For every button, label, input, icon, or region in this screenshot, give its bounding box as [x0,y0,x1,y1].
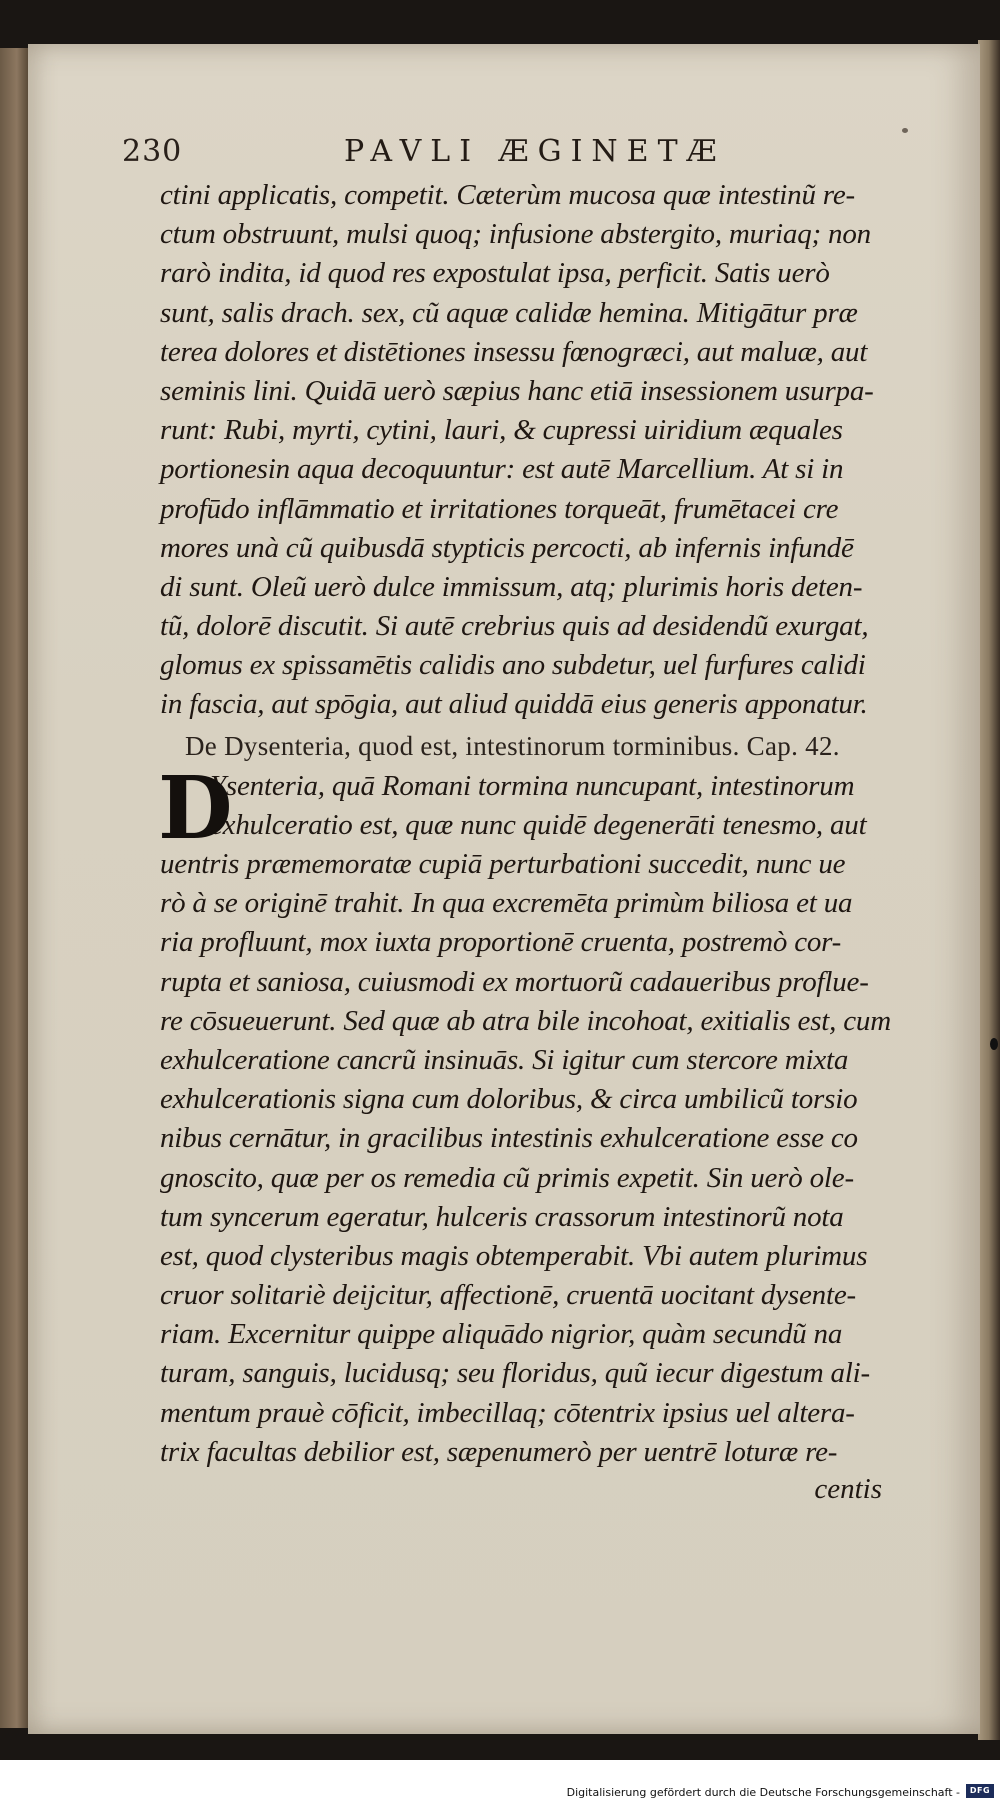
text-line: turam, sanguis, lucidusq; seu floridus, quũ iecur digestum ali- [160,1357,870,1390]
text-line: Ysenteria, quā Romani tormina nuncupant, intestinorum [210,769,855,802]
text-line: cruor solitariè deijcitur, affectionē, cruentā uocitant dysente- [160,1279,856,1312]
funding-credit: Digitalisierung gefördert durch die Deutsche Forschungsgemeinschaft - [566,1786,960,1799]
catchword: centis [814,1473,882,1505]
text-line: ctum obstruunt, mulsi quoq; infusione abstergito, muriaq; non [160,218,871,251]
chapter-opening [158,757,900,859]
page-edge-right [978,40,1000,1740]
text-line: mentum prauè cōficit, imbecillaq; cōtentrix ipsius uel altera- [160,1396,855,1429]
text-line: ria profluunt, mox iuxta proportionē cruenta, postremò cor- [160,926,842,959]
text-line: trix facultas debilior est, sæpenumerò per uentrē loturæ re- [160,1435,838,1468]
digitization-footer [0,1760,1000,1804]
drop-cap-initial: D [158,757,233,859]
text-line: uentris præmemoratæ cupiā perturbationi succedit, nunc ue [160,848,846,880]
text-line: glomus ex spissamētis calidis ano subdetur, uel furfures calidi [160,649,866,682]
text-line: re cōsueuerunt. Sed quæ ab atra bile incohoat, exitialis est, cum [160,1004,891,1037]
text-line: seminis lini. Quidā uerò sæpius hanc etiā insessionem usurpa- [160,374,874,407]
ink-speck [902,128,908,133]
text-line: tum syncerum egeratur, hulceris crassorum intestinorũ nota [160,1200,844,1233]
margin-mark [990,1038,998,1050]
text-line: exhulceratio est, quæ nunc quidē degenerāti tenesmo, aut [210,808,867,841]
text-line: sunt, salis drach. sex, cũ aquæ calidæ hemina. Mitigātur præ [160,296,858,329]
binding-edge-left [0,48,28,1728]
page-header [122,134,822,174]
text-line: est, quod clysteribus magis obtemperabit. Vbi autem plurimus [160,1239,868,1272]
main-text [160,176,900,1506]
text-line: riam. Excernitur quippe aliquādo nigrior, quàm secundũ na [160,1318,843,1351]
text-line: gnoscito, quæ per os remedia cũ primis expetit. Sin uerò ole- [160,1161,854,1194]
chapter-heading: De Dysenteria, quod est, intestinorum torminibus. Cap. 42. [185,730,840,761]
text-line: profūdo inflāmmatio et irritationes torqueāt, frumētacei cre [160,492,839,525]
text-line: mores unà cũ quibusdā stypticis percocti, ab infernis infundē [160,531,854,564]
text-line: terea dolores et distētiones insessu fœnogræci, aut maluæ, aut [160,335,868,368]
dfg-logo-icon: DFG [966,1784,994,1798]
page-number: 230 [122,134,183,169]
text-line: runt: Rubi, myrti, cytini, lauri, & cupressi uiridium æquales [160,414,843,447]
text-line: in fascia, aut spōgia, aut aliud quiddā eius generis apponatur. [160,688,868,721]
text-line: nibus cernātur, in gracilibus intestinis exhulceratione esse co [160,1122,858,1155]
text-line: ctini applicatis, competit. Cæterùm mucosa quæ intestinũ re- [160,179,855,211]
text-line: exhulceratione cancrũ insinuās. Si igitur cum stercore mixta [160,1043,849,1076]
running-title: PAVLI ÆGINETÆ [344,134,726,169]
text-line: di sunt. Oleũ uerò dulce immissum, atq; plurimis horis deten- [160,570,863,603]
text-line: rupta et saniosa, cuiusmodi ex mortuorũ cadaueribus proflue- [160,965,869,998]
text-line: rò à se originē trahit. In qua excremēta primùm biliosa et ua [160,887,853,920]
text-line: tũ, dolorē discutit. Si autē crebrius quis ad desidendũ exurgat, [160,610,869,643]
text-line: rarò indita, id quod res expostulat ipsa, perficit. Satis uerò [160,257,830,290]
text-line: portionesin aqua decoquuntur: est autē Marcellium. At si in [160,453,844,486]
text-line: exhulcerationis signa cum doloribus, & circa umbilicũ torsio [160,1083,858,1116]
